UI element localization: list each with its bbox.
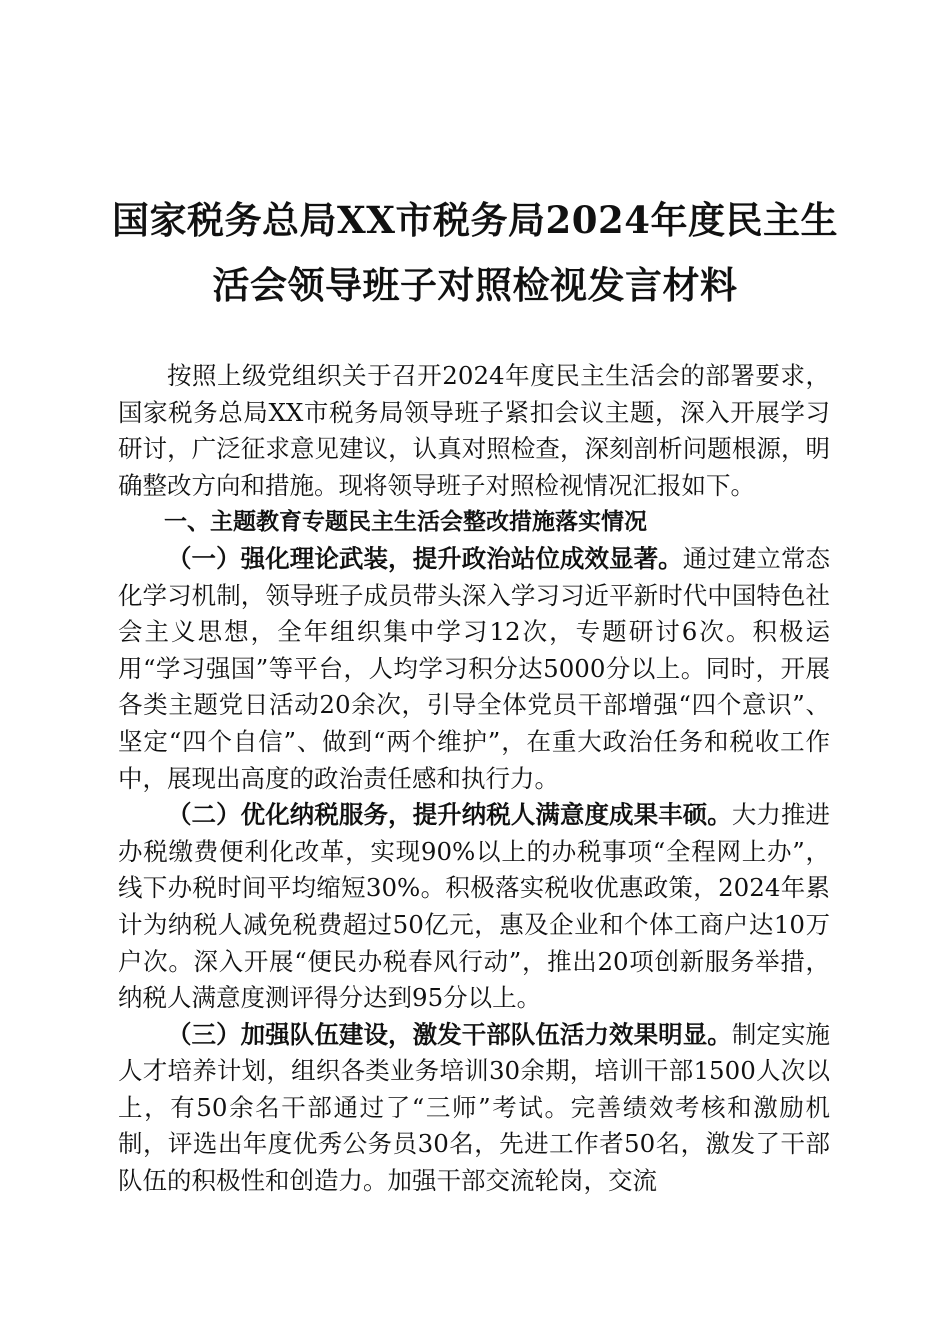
subsection-2-body: 大力推进办税缴费便利化改革，实现90%以上的办税事项“全程网上办”，线下办税时间平均缩短30%。积极落实税收优惠政策，2024年累计为纳税人减免税费超过50亿元，惠及企业和个体工商户达10万户次。深入开展“便民办税春风行动”，推出20项创新服务举措，纳税人满意度测评得分达到95分以上。 [118, 800, 831, 1013]
document-title-line-1: 国家税务总局XX市税务局2024年度民主生 [112, 198, 838, 242]
subsection-2-lead: （二）优化纳税服务，提升纳税人满意度成果丰硕。 [167, 800, 732, 830]
subsection-1-paragraph [118, 541, 830, 797]
subsection-3-body: 制定实施人才培养计划，组织各类业务培训30余期，培训干部1500人次以上，有50余名干部通过了“三师”考试。完善绩效考核和激励机制，评选出年度优秀公务员30名，先进工作者50名，激发了干部队伍的积极性和创造力。加强干部交流轮岗，交流 [118, 1019, 831, 1196]
document-title-line-2: 活会领导班子对照检视发言材料 [212, 263, 738, 307]
document-body [118, 358, 830, 1200]
subsection-1-body: 通过建立常态化学习机制，领导班子成员带头深入学习习近平新时代中国特色社会主义思想，全年组织集中学习12次，专题研讨6次。积极运用“学习强国”等平台，人均学习积分达5000分以上。同时，开展各类主题党日活动20余次，引导全体党员干部增强“四个意识”、坚定“四个自信”、做到“两个维护”，在重大政治任务和税收工作中，展现出高度的政治责任感和执行力。 [118, 543, 831, 793]
subsection-3-lead: （三）加强队伍建设，激发干部队伍活力效果明显。 [167, 1019, 732, 1049]
subsection-1-lead: （一）强化理论武装，提升政治站位成效显著。 [167, 543, 683, 573]
subsection-3-paragraph [118, 1017, 830, 1200]
subsection-2-paragraph [118, 797, 830, 1017]
section-1-heading: 一、主题教育专题民主生活会整改措施落实情况 [164, 509, 647, 536]
intro-paragraph: 按照上级党组织关于召开2024年度民主生活会的部署要求，国家税务总局XX市税务局领导班子紧扣会议主题，深入开展学习研讨，广泛征求意见建议，认真对照检查，深刻剖析问题根源，明确整改方向和措施。现将领导班子对照检视情况汇报如下。 [118, 361, 830, 500]
